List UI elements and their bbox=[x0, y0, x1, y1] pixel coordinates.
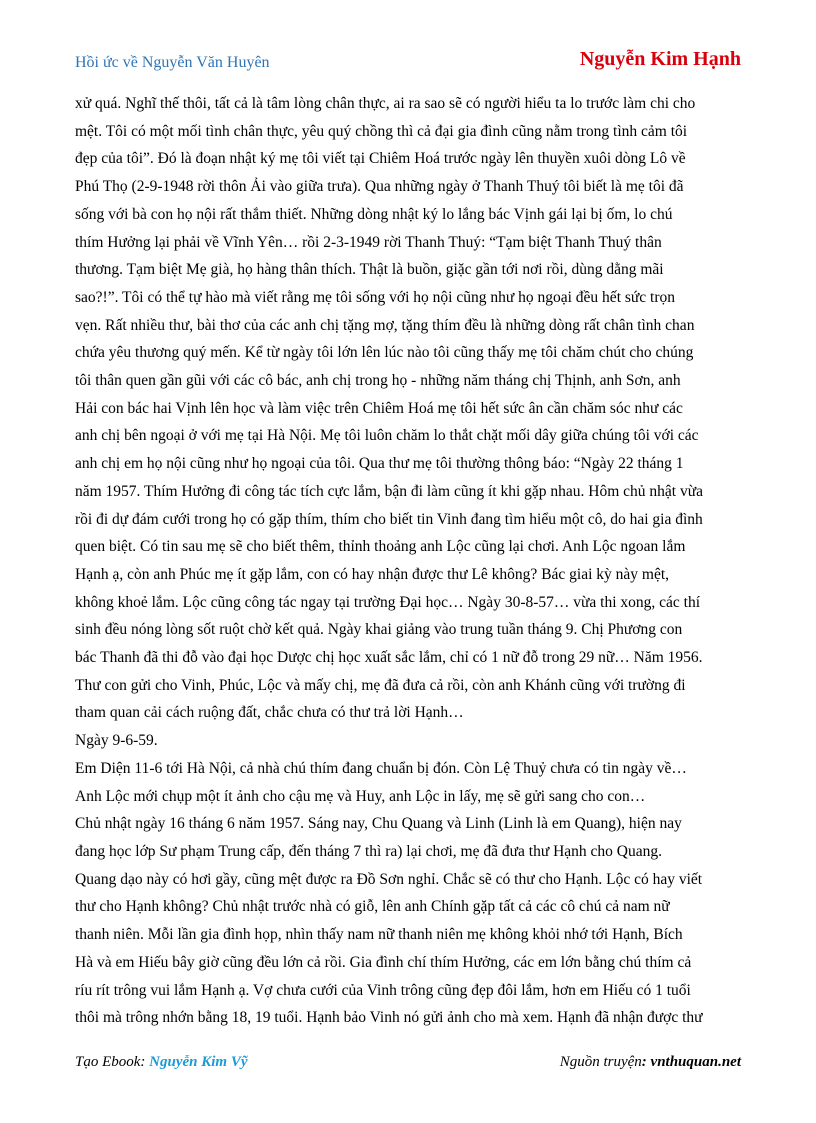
text-line: bác Thanh đã thi đỗ vào đại học Dược chị học xuất sắc lắm, chỉ có 1 nữ đỗ trong 29 nữ… Năm 1956. bbox=[75, 649, 703, 667]
text-line: sinh đều nóng lòng sốt ruột chờ kết quả. Ngày khai giảng vào trung tuần tháng 9. Chị Phương con bbox=[75, 621, 683, 639]
text-line: rồi đi dự đám cưới trong họ có gặp thím, thím cho biết tin Vinh đang tìm hiểu một cô, do hai gia đình bbox=[75, 510, 703, 528]
source-label: Nguồn truyện bbox=[559, 1054, 642, 1070]
text-line: tôi thân quen gần gũi với các cô bác, anh chị trong họ - những năm tháng chị Thịnh, anh Sơn, anh bbox=[75, 372, 681, 390]
ebook-separator: : bbox=[140, 1054, 150, 1070]
source-separator: : bbox=[641, 1054, 651, 1070]
text-line: vẹn. Rất nhiều thư, bài thơ của các anh chị tặng mợ, tặng thím đều là những dòng rất chân tình chan bbox=[75, 316, 695, 334]
text-line: thím Hưởng lại phải về Vĩnh Yên… rồi 2-3-1949 rời Thanh Thuý: “Tạm biệt Thanh Thuý thân bbox=[75, 233, 662, 251]
text-line: năm 1957. Thím Hưởng đi công tác tích cực lắm, bận đi làm cũng ít khi gặp nhau. Hôm chủ nhật vừa bbox=[75, 482, 704, 500]
text-line: đẹp của tôi”. Đó là đoạn nhật ký mẹ tôi viết tại Chiêm Hoá trước ngày lên thuyền xuôi dòng Lô về bbox=[75, 150, 686, 168]
ebook-credit bbox=[75, 1054, 248, 1071]
text-line: chứa yêu thương quý mến. Kể từ ngày tôi lớn lên lúc nào tôi cũng thấy mẹ tôi chăm chút cho chúng bbox=[75, 344, 694, 362]
text-line: thương. Tạm biệt Mẹ già, họ hàng thân thích. Thật là buồn, giặc gần tới nơi rồi, dùng dằng mãi bbox=[75, 261, 664, 279]
text-line: Chủ nhật ngày 16 tháng 6 năm 1957. Sáng nay, Chu Quang và Linh (Linh là em Quang), hiện nay bbox=[75, 815, 682, 833]
page-footer bbox=[75, 1054, 741, 1078]
text-line: ríu rít trông vui lắm Hạnh ạ. Vợ chưa cưới của Vinh trông cũng đẹp đôi lắm, hơn em Hiếu có 1 tuổi bbox=[75, 981, 691, 999]
text-line: Phú Thọ (2-9-1948 rời thôn Ải vào giữa trưa). Qua những ngày ở Thanh Thuý tôi biết là mẹ tôi đã bbox=[75, 178, 684, 196]
text-line: mệt. Tôi có một mối tình chân thực, yêu quý chồng thì cả đại gia đình cũng nằm trong tình cảm tôi bbox=[75, 122, 688, 140]
text-line: Anh Lộc mới chụp một ít ảnh cho cậu mẹ và Huy, anh Lộc in lấy, mẹ sẽ gửi sang cho con… bbox=[75, 787, 646, 805]
ebook-label: Tạo Ebook bbox=[75, 1054, 141, 1070]
text-line: anh chị em họ nội cũng như họ ngoại của tôi. Qua thư mẹ tôi thường thông báo: “Ngày 22 tháng 1 bbox=[75, 455, 684, 473]
page-header bbox=[75, 46, 741, 78]
source-site: vnthuquan.net bbox=[650, 1054, 741, 1070]
text-line: Quang dạo này có hơi gầy, cũng mệt được ra Đồ Sơn nghỉ. Chắc sẽ có thư cho Hạnh. Lộc có hay viết bbox=[75, 870, 703, 888]
text-line: Thư con gửi cho Vinh, Phúc, Lộc và mấy chị, mẹ đã đưa cả rồi, còn anh Khánh cũng với trường đi bbox=[75, 676, 686, 694]
body-text bbox=[75, 90, 741, 1032]
text-line: Hà và em Hiếu bây giờ cũng đều lớn cả rồi. Gia đình chí thím Hưởng, các em lớn bằng chú thím cả bbox=[75, 953, 692, 971]
text-line: Em Diện 11-6 tới Hà Nội, cả nhà chú thím đang chuẩn bị đón. Còn Lệ Thuỷ chưa có tin ngày về… bbox=[75, 759, 687, 777]
text-line: Hạnh ạ, còn anh Phúc mẹ ít gặp lắm, con có hay nhận được thư Lê không? Bác giai kỳ này mệt, bbox=[75, 565, 670, 583]
text-line: đang học lớp Sư phạm Trung cấp, đến tháng 7 thì ra) lại chơi, mẹ đã đưa thư Hạnh cho Quang. bbox=[75, 842, 662, 860]
text-line: sống với bà con họ nội rất thắm thiết. Những dòng nhật ký lo lắng bác Vịnh gái lại bị ốm, lo chú bbox=[75, 205, 673, 223]
book-title: Hồi ức về Nguyễn Văn Huyên bbox=[75, 54, 270, 71]
text-line: tham quan cải cách ruộng đất, chắc chưa có thư trả lời Hạnh… bbox=[75, 704, 464, 722]
text-line: Hải con bác hai Vịnh lên học và làm việc trên Chiêm Hoá mẹ tôi hết sức ân cần chăm sóc như các bbox=[75, 399, 683, 417]
ebook-author: Nguyễn Kim Vỹ bbox=[149, 1054, 248, 1070]
text-line: không khoẻ lắm. Lộc cũng công tác ngay tại trường Đại học… Ngày 30-8-57… vừa thi xong, các thí bbox=[75, 593, 701, 611]
text-line: thư cho Hạnh không? Chủ nhật trước nhà có giỗ, lên anh Chính gặp tất cả các cô chú cả nam nữ bbox=[75, 898, 670, 916]
author-name: Nguyễn Kim Hạnh bbox=[579, 48, 741, 70]
text-line: thanh niên. Mỗi lần gia đình họp, nhìn thấy nam nữ thanh niên mẹ không khỏi nhớ tới Hạnh, Bích bbox=[75, 926, 683, 944]
text-line: xử quá. Nghĩ thế thôi, tất cả là tâm lòng chân thực, ai ra sao sẽ có người hiểu ta lo trước làm chi cho bbox=[75, 95, 696, 112]
text-line: anh chị bên ngoại ở với mẹ tại Hà Nội. Mẹ tôi luôn chăm lo thắt chặt mối dây giữa chúng tôi với các bbox=[75, 427, 699, 445]
text-line: thôi mà trông nhớn bằng 18, 19 tuổi. Hạnh bảo Vinh nó gửi ảnh cho mà xem. Hạnh đã nhận được thư bbox=[75, 1009, 703, 1027]
text-line: quen biệt. Có tin sau mẹ sẽ cho biết thêm, thỉnh thoảng anh Lộc cũng lại chơi. Anh Lộc ngoan lắm bbox=[75, 538, 686, 556]
source-credit bbox=[560, 1054, 741, 1071]
text-line: sao?!”. Tôi có thể tự hào mà viết rằng mẹ tôi sống với họ nội cũng như họ ngoại đều hết sức trọn bbox=[75, 288, 676, 306]
date-line: Ngày 9-6-59. bbox=[75, 732, 158, 750]
